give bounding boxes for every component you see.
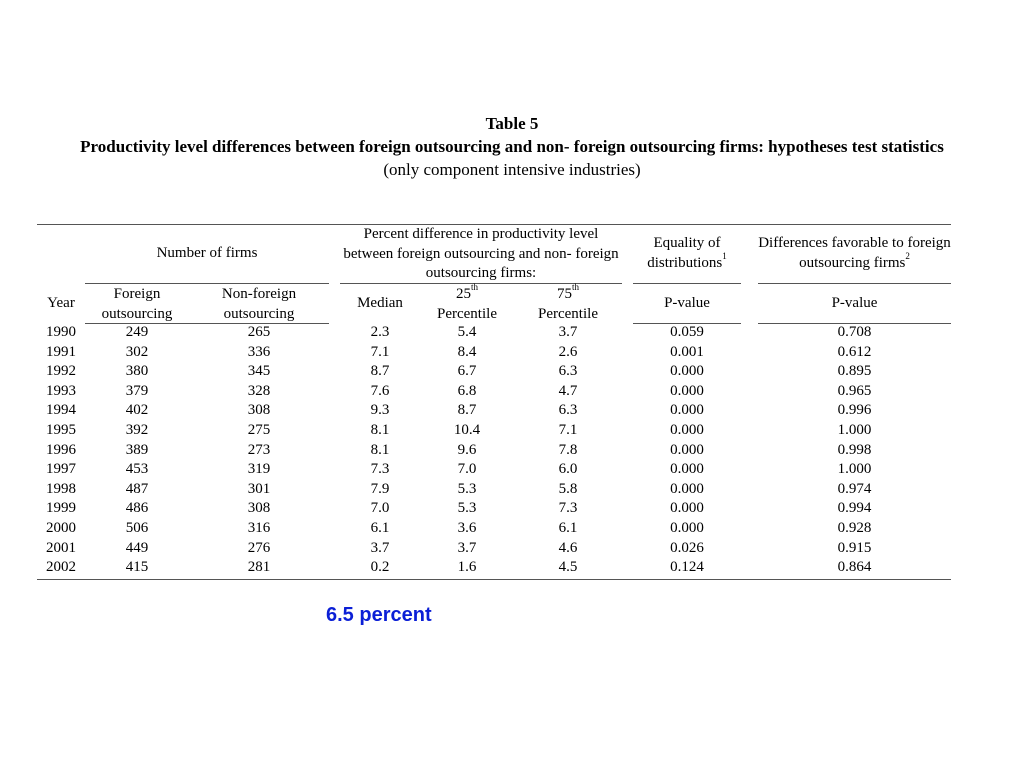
cell-year: 1998 xyxy=(46,480,76,497)
cell-pvalue-differences: 0.915 xyxy=(837,539,872,556)
cell-median: 3.7 xyxy=(370,539,390,556)
cell-p25: 1.6 xyxy=(457,559,477,576)
rule-firms-group xyxy=(85,283,329,284)
header-p25-number: 25 xyxy=(455,286,471,302)
cell-nonforeign-count: 273 xyxy=(247,441,271,458)
header-p75-number: 75 xyxy=(556,286,572,302)
cell-pvalue-differences: 0.965 xyxy=(837,382,872,399)
cell-p25: 10.4 xyxy=(453,422,481,438)
cell-pvalue-equality: 0.000 xyxy=(670,382,704,399)
cell-p75: 7.1 xyxy=(558,422,578,438)
cell-p75: 4.6 xyxy=(558,539,578,556)
cell-pvalue-differences: 0.612 xyxy=(837,343,872,360)
cell-p25: 3.6 xyxy=(457,520,477,536)
cell-p75: 6.3 xyxy=(558,363,578,380)
cell-year: 2000 xyxy=(46,520,76,536)
cell-pvalue-equality: 0.000 xyxy=(670,422,704,438)
annotation-text: 6.5 percent xyxy=(326,604,432,626)
cell-median: 0.2 xyxy=(370,559,390,576)
cell-median: 8.1 xyxy=(370,422,390,438)
cell-pvalue-differences: 0.895 xyxy=(837,363,872,380)
cell-nonforeign-count: 301 xyxy=(247,480,271,497)
header-foreign-line1: Foreign xyxy=(113,286,161,302)
cell-p75: 4.7 xyxy=(558,382,578,399)
cell-p25: 5.3 xyxy=(457,480,477,497)
cell-pvalue-equality: 0.000 xyxy=(670,480,704,497)
header-foreign-line2: outsourcing xyxy=(101,305,173,322)
cell-year: 1997 xyxy=(46,461,76,478)
cell-median: 8.1 xyxy=(370,441,390,458)
cell-p75: 3.7 xyxy=(558,324,578,340)
cell-nonforeign-count: 316 xyxy=(247,520,271,536)
cell-pvalue-differences: 0.928 xyxy=(837,520,872,536)
cell-nonforeign-count: 345 xyxy=(247,363,271,380)
cell-pvalue-differences: 0.994 xyxy=(837,500,872,517)
cell-p75: 6.0 xyxy=(558,461,578,478)
header-equality-of-distributions xyxy=(633,234,741,273)
cell-year: 1996 xyxy=(46,441,76,458)
cell-pvalue-equality: 0.000 xyxy=(670,402,704,419)
cell-pvalue-equality: 0.001 xyxy=(670,343,704,360)
header-nonforeign-line2: outsourcing xyxy=(223,305,295,322)
cell-median: 7.9 xyxy=(370,480,390,497)
cell-pvalue-equality: 0.124 xyxy=(670,559,704,576)
cell-p25: 9.6 xyxy=(457,441,477,458)
header-non-foreign-outsourcing xyxy=(189,285,329,324)
table-subtitle: (only component intensive industries) xyxy=(383,160,641,179)
cell-p25: 8.4 xyxy=(457,343,477,360)
cell-pvalue-differences: 0.974 xyxy=(837,480,872,497)
cell-nonforeign-count: 281 xyxy=(247,559,271,576)
header-75th-percentile xyxy=(514,282,622,324)
table-label: Table 5 xyxy=(485,114,539,133)
cell-pvalue-equality: 0.000 xyxy=(670,520,704,536)
footnote-1-marker: 1 xyxy=(722,250,727,261)
cell-median: 9.3 xyxy=(370,402,390,419)
footnote-2-marker: 2 xyxy=(905,250,910,261)
cell-median: 6.1 xyxy=(370,520,390,536)
cell-foreign-count: 487 xyxy=(125,480,149,497)
rule-diff-group xyxy=(758,283,951,284)
cell-p25: 8.7 xyxy=(457,402,477,419)
cell-year: 1999 xyxy=(46,500,76,517)
cell-year: 1990 xyxy=(46,324,76,340)
cell-p75: 7.3 xyxy=(558,500,578,517)
cell-nonforeign-count: 319 xyxy=(247,461,271,478)
cell-p25: 5.3 xyxy=(457,500,477,517)
cell-pvalue-differences: 0.996 xyxy=(837,402,872,419)
cell-median: 7.3 xyxy=(370,461,390,478)
cell-foreign-count: 402 xyxy=(125,402,149,419)
cell-p25: 6.7 xyxy=(457,363,477,380)
cell-foreign-count: 389 xyxy=(125,441,149,458)
cell-p75: 4.5 xyxy=(558,559,578,576)
rule-eq-group xyxy=(633,283,741,284)
cell-pvalue-equality: 0.000 xyxy=(670,461,704,478)
header-foreign-outsourcing xyxy=(85,285,189,324)
header-differences-favorable xyxy=(758,234,951,273)
table-caption xyxy=(0,112,1024,181)
header-differences-text: Differences favorable to foreign outsourcing firms xyxy=(758,235,951,271)
cell-foreign-count: 392 xyxy=(125,422,149,438)
cell-year: 1991 xyxy=(46,343,76,360)
cell-year: 1995 xyxy=(46,422,76,438)
cell-year: 1992 xyxy=(46,363,76,380)
header-p75-word: Percentile xyxy=(538,305,598,322)
cell-pvalue-equality: 0.026 xyxy=(670,539,704,556)
cell-p75: 6.1 xyxy=(558,520,578,536)
cell-nonforeign-count: 308 xyxy=(247,500,271,517)
cell-foreign-count: 415 xyxy=(125,559,149,576)
bottom-rule xyxy=(37,579,951,580)
header-p25-suffix: th xyxy=(470,282,478,292)
header-equality-text: Equality of distributions xyxy=(647,235,723,271)
cell-p25: 7.0 xyxy=(457,461,477,478)
header-number-of-firms: Number of firms xyxy=(156,245,258,261)
cell-p75: 5.8 xyxy=(558,480,578,497)
cell-median: 8.7 xyxy=(370,363,390,380)
cell-year: 2001 xyxy=(46,539,76,556)
header-p25-word: Percentile xyxy=(437,305,497,322)
header-year: Year xyxy=(47,295,75,311)
cell-pvalue-differences: 1.000 xyxy=(837,461,872,478)
cell-foreign-count: 379 xyxy=(125,382,149,399)
header-pvalue-equality: P-value xyxy=(664,295,710,311)
header-percent-difference: Percent difference in productivity level between foreign outsourcing and non- foreign outsourcing firms: xyxy=(343,226,619,281)
cell-p75: 2.6 xyxy=(558,343,578,360)
cell-nonforeign-count: 275 xyxy=(247,422,271,438)
cell-p75: 6.3 xyxy=(558,402,578,419)
cell-pvalue-equality: 0.000 xyxy=(670,363,704,380)
cell-foreign-count: 449 xyxy=(125,539,149,556)
cell-pvalue-differences: 1.000 xyxy=(837,422,872,438)
cell-p25: 6.8 xyxy=(457,382,477,399)
cell-pvalue-equality: 0.059 xyxy=(670,324,704,340)
header-nonforeign-line1: Non-foreign xyxy=(221,286,297,302)
cell-nonforeign-count: 328 xyxy=(247,382,271,399)
cell-median: 2.3 xyxy=(370,324,390,340)
header-median: Median xyxy=(357,295,403,311)
cell-year: 2002 xyxy=(46,559,76,576)
cell-median: 7.1 xyxy=(370,343,390,360)
cell-nonforeign-count: 336 xyxy=(247,343,271,360)
cell-foreign-count: 302 xyxy=(125,343,149,360)
cell-median: 7.6 xyxy=(370,382,390,399)
cell-pvalue-equality: 0.000 xyxy=(670,500,704,517)
cell-foreign-count: 249 xyxy=(125,324,149,340)
cell-pvalue-differences: 0.864 xyxy=(837,559,872,576)
header-p75-suffix: th xyxy=(571,282,579,292)
cell-pvalue-differences: 0.998 xyxy=(837,441,872,458)
table-title: Productivity level differences between foreign outsourcing and non- foreign outsourcing firms: hypotheses test statistics xyxy=(80,137,944,156)
header-pvalue-differences: P-value xyxy=(831,295,878,311)
cell-median: 7.0 xyxy=(370,500,390,517)
cell-year: 1993 xyxy=(46,382,76,399)
cell-foreign-count: 486 xyxy=(125,500,149,517)
cell-pvalue-differences: 0.708 xyxy=(837,324,872,340)
cell-p75: 7.8 xyxy=(558,441,578,458)
cell-foreign-count: 453 xyxy=(125,461,149,478)
cell-nonforeign-count: 265 xyxy=(247,324,271,340)
cell-foreign-count: 380 xyxy=(125,363,149,380)
cell-year: 1994 xyxy=(46,402,76,419)
cell-foreign-count: 506 xyxy=(125,520,149,536)
cell-pvalue-equality: 0.000 xyxy=(670,441,704,458)
cell-nonforeign-count: 276 xyxy=(247,539,271,556)
header-25th-percentile xyxy=(420,282,514,324)
cell-p25: 3.7 xyxy=(457,539,477,556)
cell-nonforeign-count: 308 xyxy=(247,402,271,419)
cell-p25: 5.4 xyxy=(457,324,477,340)
